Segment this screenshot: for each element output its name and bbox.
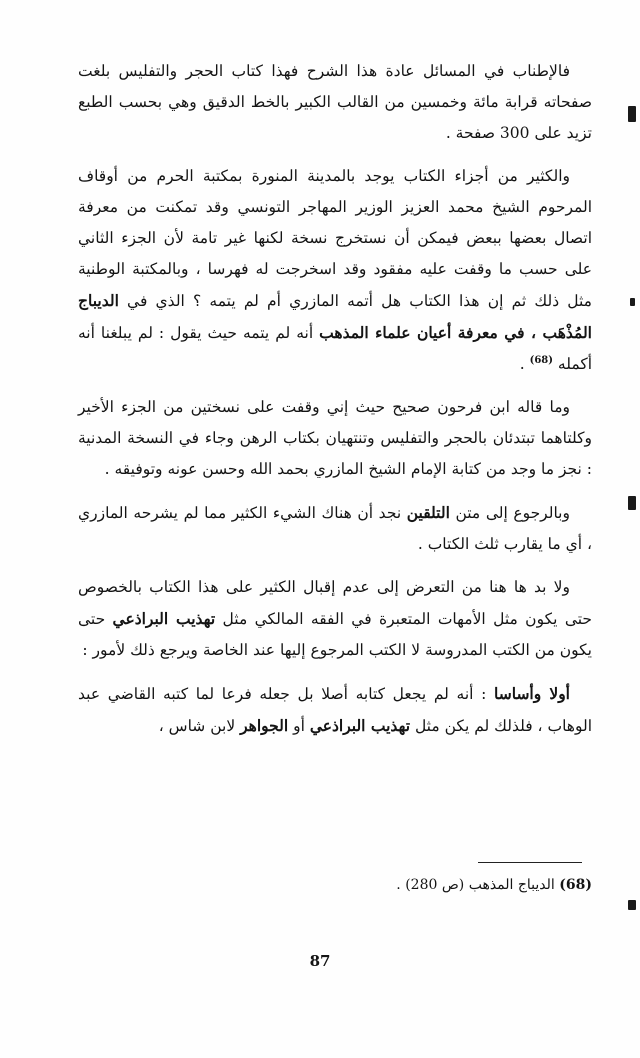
bold-phrase: الجواهر [240, 716, 289, 735]
bold-phrase: الديباج المُذْهَب ، في معرفة أعيان علماء المذهب [78, 291, 592, 342]
scan-mark [628, 900, 636, 910]
scan-mark [628, 106, 636, 122]
text-run: : أنه لم يجعل كتابه أصلا بل جعله فرعا لما كتبه القاضي عبد الوهاب ، فلذلك لم يكن مثل [78, 685, 592, 735]
bold-phrase: أولا وأساسا [494, 684, 570, 703]
paragraph [78, 392, 592, 485]
text-run: ولا بد ها هنا من التعرض إلى عدم إقبال الكثير على هذا الكتاب بالخصوص حتى يكون مثل الأمهات المتعبرة في الفقه المالكي مثل [78, 578, 592, 628]
scan-mark [628, 496, 636, 510]
text-run: فالإطناب في المسائل عادة هذا الشرح فهذا كتاب الحجر والتفليس بلغت صفحاته قرابة مائة وخمسين من القالب الكبير بالخط الدقيق وهي بحسب الطبع تزيد على 300 صفحة . [78, 62, 592, 142]
text-run: وبالرجوع إلى متن [449, 504, 570, 522]
text-run: لابن شاس ، [158, 717, 241, 735]
footnote-reference[interactable]: (68) [529, 354, 553, 366]
text-run: أنه لم يتمه حيث يقول : لم يبلغنا أنه أكمله [78, 324, 592, 373]
text-run: . [519, 355, 530, 373]
scan-mark [630, 298, 635, 306]
bold-phrase: تهذيب البراذعي [112, 609, 216, 628]
footnote-number: (68) [559, 877, 592, 893]
text-run: والكثير من أجزاء الكتاب يوجد بالمدينة المنورة بمكتبة الحرم من أوقاف المرحوم الشيخ محمد العزيز الوزير المهاجر التونسي وقد تمكنت من معرفة اتصال بعضها ببعض فيمكن أن نستخرج نسخة لكنها غير تامة لأن الجزء الثاني على حسب ما وقفت عليه مفقود وقد اسخرجت له فهرسا ، وبالمكتبة الوطنية مثل ذلك ثم إن هذا الكتاب هل أتمه المازري أم لم يتمه ؟ الذي في [78, 167, 592, 310]
page-number: 87 [309, 952, 331, 970]
text-run: حتى يكون من الكتب المدروسة لا الكتب المرجوع إليها عند الخاصة ويرجع ذلك لأمور : [78, 610, 592, 659]
footnote-text: الديباج المذهب (ص 280) . [396, 877, 555, 893]
bold-phrase: تهذيب البراذعي [309, 716, 411, 735]
bold-phrase: التلقين [406, 503, 450, 522]
paragraph [78, 161, 592, 380]
footnote-divider [478, 862, 582, 863]
paragraph [78, 678, 592, 742]
paragraph [78, 572, 592, 666]
text-run: أو [288, 717, 310, 735]
text-run: وما قاله ابن فرحون صحيح حيث إني وقفت على نسختين من الجزء الأخير وكلتاهما تبتدئان بالحجر والتفليس وتنتهيان بكتاب الرهن وجاء في النسخة المدنية : نجز ما وجد من كتابة الإمام الشيخ المازري بحمد الله وحسن عونه وتوفيقه . [78, 398, 592, 478]
paragraph [78, 497, 592, 560]
body-text [78, 56, 592, 754]
footnote [78, 872, 592, 898]
text-run: نجد أن هناك الشيء الكثير مما لم يشرحه المازري ، أي ما يقارب ثلث الكتاب . [78, 504, 592, 553]
paragraph [78, 56, 592, 149]
